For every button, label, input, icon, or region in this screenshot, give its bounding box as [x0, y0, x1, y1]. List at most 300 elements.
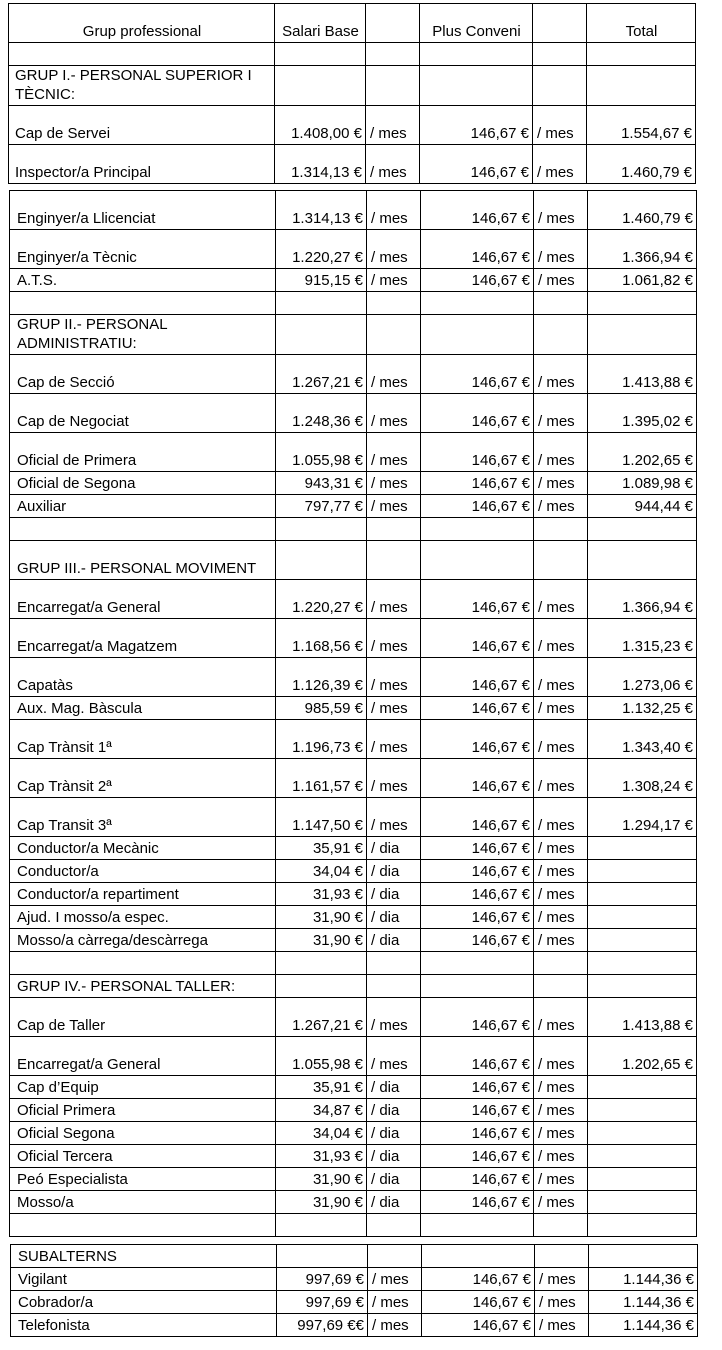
cell-plus-conveni	[420, 66, 533, 106]
cell-plus-conveni: 146,67 €	[421, 1037, 534, 1076]
cell-base-salary	[277, 1245, 368, 1268]
cell-plus-unit: / mes	[534, 230, 588, 269]
cell-plus-unit	[534, 952, 588, 975]
cell-category: Cap de Secció	[10, 355, 276, 394]
cell-category: Encarregat/a Magatzem	[10, 619, 276, 658]
cell-plus-conveni: 146,67 €	[421, 1099, 534, 1122]
cell-category: GRUP IV.- PERSONAL TALLER:	[10, 975, 276, 998]
cell-plus-unit: / mes	[534, 837, 588, 860]
cell-base-salary: 35,91 €	[276, 837, 367, 860]
cell-plus-conveni: 146,67 €	[421, 1168, 534, 1191]
cell-plus-conveni: 146,67 €	[422, 1268, 535, 1291]
blank-row	[10, 1214, 697, 1237]
cell-base-unit: / mes	[367, 658, 421, 697]
cell-total: 944,44 €	[588, 495, 697, 518]
salary-row	[10, 191, 697, 230]
cell-total	[588, 860, 697, 883]
blank-row	[10, 292, 697, 315]
cell-total: 1.294,17 €	[588, 798, 697, 837]
cell-base-unit: / mes	[367, 394, 421, 433]
cell-category: Cap Transit 3ª	[10, 798, 276, 837]
salary-row	[10, 619, 697, 658]
cell-base-salary: 1.147,50 €	[276, 798, 367, 837]
cell-plus-unit: / mes	[534, 658, 588, 697]
cell-total: 1.460,79 €	[587, 145, 696, 184]
cell-plus-conveni: 146,67 €	[420, 106, 533, 145]
cell-category: Ajud. I mosso/a espec.	[10, 906, 276, 929]
cell-base-unit: / dia	[367, 1191, 421, 1214]
cell-category	[10, 518, 276, 541]
cell-plus-conveni	[421, 541, 534, 580]
salary-row	[10, 1191, 697, 1214]
cell-base-unit: / mes	[367, 191, 421, 230]
cell-plus-unit: / mes	[534, 495, 588, 518]
cell-base-unit: / mes	[367, 580, 421, 619]
salary-row	[10, 860, 697, 883]
cell-plus-conveni: 146,67 €	[421, 998, 534, 1037]
cell-base-unit: / mes	[367, 720, 421, 759]
salary-row	[10, 433, 697, 472]
cell-plus-conveni: 146,67 €	[421, 230, 534, 269]
header-group: Grup professional	[9, 4, 275, 43]
cell-plus-unit: / mes	[535, 1314, 589, 1337]
cell-plus-conveni: 146,67 €	[421, 191, 534, 230]
cell-plus-unit	[534, 975, 588, 998]
cell-base-salary	[276, 541, 367, 580]
header-plus-conveni: Plus Conveni	[420, 4, 533, 43]
cell-category: Cap de Negociat	[10, 394, 276, 433]
cell-total: 1.554,67 €	[587, 106, 696, 145]
cell-plus-unit: / mes	[534, 394, 588, 433]
cell-total: 1.144,36 €	[589, 1291, 698, 1314]
salary-row	[10, 1099, 697, 1122]
cell-category: Conductor/a	[10, 860, 276, 883]
cell-category: Oficial Primera	[10, 1099, 276, 1122]
cell-base-unit: / mes	[367, 697, 421, 720]
cell-total	[588, 837, 697, 860]
cell-base-salary: 1.168,56 €	[276, 619, 367, 658]
cell-plus-unit	[534, 1214, 588, 1237]
cell-category: Inspector/a Principal	[9, 145, 275, 184]
cell-plus-unit: / mes	[534, 1122, 588, 1145]
cell-category: Oficial de Primera	[10, 433, 276, 472]
cell-base-salary: 1.267,21 €	[276, 355, 367, 394]
cell-total	[588, 1076, 697, 1099]
cell-category: Cap de Servei	[9, 106, 275, 145]
cell-category	[10, 952, 276, 975]
cell-plus-unit: / mes	[534, 1168, 588, 1191]
header-base-salary: Salari Base	[275, 4, 366, 43]
cell-plus-conveni	[421, 292, 534, 315]
cell-base-salary: 997,69 €	[277, 1268, 368, 1291]
header-row	[9, 4, 696, 43]
cell-plus-unit: / mes	[534, 883, 588, 906]
cell-plus-unit: / mes	[534, 269, 588, 292]
cell-plus-unit: / mes	[534, 998, 588, 1037]
cell-category: Capatàs	[10, 658, 276, 697]
cell-base-salary: 31,93 €	[276, 1145, 367, 1168]
salary-row	[11, 1268, 698, 1291]
cell-base-unit: / mes	[368, 1291, 422, 1314]
cell-total: 1.343,40 €	[588, 720, 697, 759]
cell-base-unit: / dia	[367, 883, 421, 906]
cell-category: Enginyer/a Llicenciat	[10, 191, 276, 230]
cell-plus-unit: / mes	[534, 191, 588, 230]
cell-base-salary: 997,69 €€	[277, 1314, 368, 1337]
cell-plus-unit: / mes	[534, 929, 588, 952]
cell-base-salary: 985,59 €	[276, 697, 367, 720]
cell-plus-conveni: 146,67 €	[421, 1076, 534, 1099]
cell-plus-conveni: 146,67 €	[420, 145, 533, 184]
salary-row	[10, 394, 697, 433]
cell-total	[588, 975, 697, 998]
cell-plus-unit: / mes	[534, 759, 588, 798]
cell-base-unit	[367, 975, 421, 998]
salary-row	[10, 580, 697, 619]
cell-base-salary: 1.220,27 €	[276, 230, 367, 269]
cell-category: Mosso/a	[10, 1191, 276, 1214]
cell-base-salary: 31,93 €	[276, 883, 367, 906]
cell-plus-unit: / mes	[533, 106, 587, 145]
salary-row	[10, 998, 697, 1037]
salary-row	[10, 355, 697, 394]
cell-total	[588, 929, 697, 952]
cell-total	[588, 1099, 697, 1122]
salary-row	[10, 1037, 697, 1076]
salary-row	[9, 145, 696, 184]
cell-base-salary: 1.314,13 €	[276, 191, 367, 230]
cell-base-salary: 1.126,39 €	[276, 658, 367, 697]
cell-plus-conveni: 146,67 €	[421, 269, 534, 292]
cell-plus-unit: / mes	[534, 1099, 588, 1122]
cell-total	[588, 315, 697, 355]
cell-base-salary: 915,15 €	[276, 269, 367, 292]
cell-category: A.T.S.	[10, 269, 276, 292]
cell-total	[588, 518, 697, 541]
cell-total: 1.202,65 €	[588, 433, 697, 472]
cell-plus-conveni: 146,67 €	[421, 472, 534, 495]
cell-base-salary	[275, 43, 366, 66]
salary-row	[10, 929, 697, 952]
cell-base-salary: 1.248,36 €	[276, 394, 367, 433]
cell-category: Cap Trànsit 2ª	[10, 759, 276, 798]
salary-row	[10, 883, 697, 906]
cell-total: 1.144,36 €	[589, 1314, 698, 1337]
cell-base-salary: 1.196,73 €	[276, 720, 367, 759]
cell-total	[588, 952, 697, 975]
cell-plus-conveni	[421, 518, 534, 541]
salary-row	[10, 495, 697, 518]
salary-row	[10, 1076, 697, 1099]
cell-total	[588, 906, 697, 929]
salary-row	[10, 906, 697, 929]
cell-plus-unit: / mes	[534, 720, 588, 759]
group-heading-row	[10, 315, 697, 355]
cell-plus-conveni: 146,67 €	[422, 1314, 535, 1337]
cell-plus-conveni: 146,67 €	[421, 1122, 534, 1145]
salary-row	[10, 269, 697, 292]
cell-base-unit: / mes	[368, 1268, 422, 1291]
cell-base-salary	[276, 518, 367, 541]
cell-plus-unit: / mes	[533, 145, 587, 184]
cell-category: Enginyer/a Tècnic	[10, 230, 276, 269]
cell-base-unit: / dia	[367, 1099, 421, 1122]
cell-total: 1.132,25 €	[588, 697, 697, 720]
cell-base-salary: 35,91 €	[276, 1076, 367, 1099]
cell-category: Encarregat/a General	[10, 580, 276, 619]
cell-base-unit: / mes	[367, 998, 421, 1037]
cell-plus-conveni: 146,67 €	[421, 929, 534, 952]
cell-base-unit: / mes	[366, 145, 420, 184]
cell-category: Conductor/a Mecànic	[10, 837, 276, 860]
cell-base-salary: 797,77 €	[276, 495, 367, 518]
cell-plus-unit: / mes	[534, 619, 588, 658]
cell-total	[588, 1168, 697, 1191]
salary-row	[10, 697, 697, 720]
cell-plus-conveni: 146,67 €	[421, 1191, 534, 1214]
cell-category: GRUP II.- PERSONAL ADMINISTRATIU:	[10, 315, 276, 355]
cell-plus-conveni: 146,67 €	[421, 697, 534, 720]
cell-base-unit: / mes	[367, 269, 421, 292]
cell-total	[588, 292, 697, 315]
cell-base-unit: / mes	[366, 106, 420, 145]
header-base-unit	[366, 4, 420, 43]
cell-plus-unit: / mes	[534, 1145, 588, 1168]
cell-plus-conveni	[421, 975, 534, 998]
cell-base-unit	[367, 518, 421, 541]
cell-plus-unit	[534, 518, 588, 541]
cell-plus-conveni: 146,67 €	[421, 906, 534, 929]
salary-row	[11, 1314, 698, 1337]
salary-table-part-1	[8, 3, 696, 184]
cell-total	[587, 66, 696, 106]
cell-plus-unit	[534, 292, 588, 315]
cell-total: 1.413,88 €	[588, 998, 697, 1037]
cell-category: Oficial Segona	[10, 1122, 276, 1145]
blank-row	[10, 952, 697, 975]
cell-base-unit: / dia	[367, 1122, 421, 1145]
salary-row	[10, 1168, 697, 1191]
cell-base-unit: / mes	[367, 230, 421, 269]
cell-plus-unit: / mes	[535, 1268, 589, 1291]
cell-base-salary: 31,90 €	[276, 1191, 367, 1214]
cell-plus-conveni: 146,67 €	[421, 883, 534, 906]
cell-plus-unit: / mes	[534, 697, 588, 720]
cell-total: 1.202,65 €	[588, 1037, 697, 1076]
cell-total: 1.366,94 €	[588, 230, 697, 269]
cell-plus-conveni	[422, 1245, 535, 1268]
cell-base-unit: / mes	[367, 433, 421, 472]
cell-base-salary	[276, 975, 367, 998]
cell-total: 1.413,88 €	[588, 355, 697, 394]
cell-base-unit	[367, 1214, 421, 1237]
cell-base-unit: / dia	[367, 837, 421, 860]
salary-row	[10, 658, 697, 697]
cell-total	[588, 883, 697, 906]
salary-table-part-2	[9, 190, 697, 1237]
cell-category: Encarregat/a General	[10, 1037, 276, 1076]
cell-category: Peó Especialista	[10, 1168, 276, 1191]
cell-plus-unit: / mes	[534, 1191, 588, 1214]
cell-base-unit: / dia	[367, 1168, 421, 1191]
cell-base-unit: / mes	[367, 759, 421, 798]
cell-plus-unit: / mes	[534, 1076, 588, 1099]
cell-base-salary	[276, 952, 367, 975]
salary-row	[10, 720, 697, 759]
cell-base-salary: 943,31 €	[276, 472, 367, 495]
salary-row	[10, 837, 697, 860]
cell-total: 1.308,24 €	[588, 759, 697, 798]
cell-category: Cap Trànsit 1ª	[10, 720, 276, 759]
cell-base-salary: 34,04 €	[276, 1122, 367, 1145]
cell-total	[587, 43, 696, 66]
cell-total: 1.089,98 €	[588, 472, 697, 495]
cell-base-salary: 34,87 €	[276, 1099, 367, 1122]
cell-base-unit: / mes	[368, 1314, 422, 1337]
cell-total: 1.460,79 €	[588, 191, 697, 230]
cell-base-salary: 997,69 €	[277, 1291, 368, 1314]
header-plus-unit	[533, 4, 587, 43]
salary-row	[10, 230, 697, 269]
cell-category: Auxiliar	[10, 495, 276, 518]
cell-base-unit: / mes	[367, 495, 421, 518]
cell-plus-unit	[535, 1245, 589, 1268]
cell-plus-unit: / mes	[534, 906, 588, 929]
cell-plus-conveni: 146,67 €	[421, 837, 534, 860]
cell-plus-conveni: 146,67 €	[421, 1145, 534, 1168]
cell-plus-conveni: 146,67 €	[421, 759, 534, 798]
cell-base-unit: / dia	[367, 1076, 421, 1099]
cell-total	[588, 1214, 697, 1237]
cell-plus-conveni: 146,67 €	[422, 1291, 535, 1314]
cell-base-unit: / mes	[367, 355, 421, 394]
cell-category: Cobrador/a	[11, 1291, 277, 1314]
cell-base-unit	[368, 1245, 422, 1268]
salary-row	[11, 1291, 698, 1314]
cell-plus-conveni: 146,67 €	[421, 619, 534, 658]
cell-plus-unit: / mes	[534, 798, 588, 837]
cell-base-salary	[275, 66, 366, 106]
group-heading-row	[11, 1245, 698, 1268]
cell-category: GRUP I.- PERSONAL SUPERIOR I TÈCNIC:	[9, 66, 275, 106]
cell-plus-unit: / mes	[534, 472, 588, 495]
cell-plus-unit	[533, 43, 587, 66]
cell-category: Vigilant	[11, 1268, 277, 1291]
cell-total: 1.144,36 €	[589, 1268, 698, 1291]
cell-base-salary: 31,90 €	[276, 929, 367, 952]
blank-row	[9, 43, 696, 66]
cell-category: Telefonista	[11, 1314, 277, 1337]
cell-base-unit: / mes	[367, 798, 421, 837]
cell-total	[588, 1191, 697, 1214]
cell-base-unit: / dia	[367, 860, 421, 883]
cell-base-unit	[367, 541, 421, 580]
cell-base-salary: 1.267,21 €	[276, 998, 367, 1037]
cell-plus-conveni	[420, 43, 533, 66]
cell-base-unit: / mes	[367, 1037, 421, 1076]
salary-row	[10, 472, 697, 495]
cell-total: 1.395,02 €	[588, 394, 697, 433]
cell-base-unit: / dia	[367, 1145, 421, 1168]
cell-category	[10, 1214, 276, 1237]
cell-plus-unit	[533, 66, 587, 106]
cell-base-unit	[366, 66, 420, 106]
cell-base-salary	[276, 315, 367, 355]
cell-base-salary: 1.408,00 €	[275, 106, 366, 145]
cell-category: Oficial de Segona	[10, 472, 276, 495]
salary-row	[9, 106, 696, 145]
cell-plus-conveni	[421, 315, 534, 355]
group-heading-row	[10, 975, 697, 998]
cell-category: Oficial Tercera	[10, 1145, 276, 1168]
cell-plus-conveni: 146,67 €	[421, 860, 534, 883]
cell-plus-conveni: 146,67 €	[421, 580, 534, 619]
cell-plus-unit: / mes	[534, 355, 588, 394]
cell-base-unit: / dia	[367, 929, 421, 952]
cell-total: 1.061,82 €	[588, 269, 697, 292]
cell-category: Cap d’Equip	[10, 1076, 276, 1099]
cell-base-salary: 1.055,98 €	[276, 433, 367, 472]
cell-total	[588, 541, 697, 580]
cell-category: Cap de Taller	[10, 998, 276, 1037]
cell-plus-conveni	[421, 952, 534, 975]
cell-plus-conveni: 146,67 €	[421, 355, 534, 394]
cell-total: 1.315,23 €	[588, 619, 697, 658]
salary-table-part-3	[10, 1244, 698, 1337]
cell-base-salary: 1.314,13 €	[275, 145, 366, 184]
cell-base-unit: / mes	[367, 619, 421, 658]
cell-plus-conveni	[421, 1214, 534, 1237]
cell-base-unit: / mes	[367, 472, 421, 495]
cell-plus-unit: / mes	[534, 433, 588, 472]
cell-total	[588, 1145, 697, 1168]
cell-total	[589, 1245, 698, 1268]
group-heading-row	[10, 541, 697, 580]
cell-base-salary: 31,90 €	[276, 1168, 367, 1191]
salary-row	[10, 1145, 697, 1168]
cell-category: Mosso/a càrrega/descàrrega	[10, 929, 276, 952]
cell-plus-conveni: 146,67 €	[421, 658, 534, 697]
cell-category	[9, 43, 275, 66]
cell-category: Conductor/a repartiment	[10, 883, 276, 906]
cell-plus-conveni: 146,67 €	[421, 433, 534, 472]
cell-category: SUBALTERNS	[11, 1245, 277, 1268]
cell-base-unit	[366, 43, 420, 66]
blank-row	[10, 518, 697, 541]
cell-total: 1.366,94 €	[588, 580, 697, 619]
cell-base-salary	[276, 1214, 367, 1237]
cell-plus-unit: / mes	[534, 1037, 588, 1076]
cell-base-unit	[367, 952, 421, 975]
cell-base-salary: 1.220,27 €	[276, 580, 367, 619]
cell-base-salary	[276, 292, 367, 315]
cell-plus-unit: / mes	[534, 580, 588, 619]
cell-base-salary: 1.161,57 €	[276, 759, 367, 798]
cell-plus-unit: / mes	[534, 860, 588, 883]
salary-row	[10, 1122, 697, 1145]
cell-base-salary: 1.055,98 €	[276, 1037, 367, 1076]
cell-base-unit	[367, 315, 421, 355]
cell-plus-unit: / mes	[535, 1291, 589, 1314]
cell-plus-conveni: 146,67 €	[421, 394, 534, 433]
cell-category: GRUP III.- PERSONAL MOVIMENT	[10, 541, 276, 580]
cell-category	[10, 292, 276, 315]
header-total: Total	[587, 4, 696, 43]
group-heading-row	[9, 66, 696, 106]
cell-plus-conveni: 146,67 €	[421, 495, 534, 518]
cell-plus-conveni: 146,67 €	[421, 798, 534, 837]
cell-base-unit	[367, 292, 421, 315]
